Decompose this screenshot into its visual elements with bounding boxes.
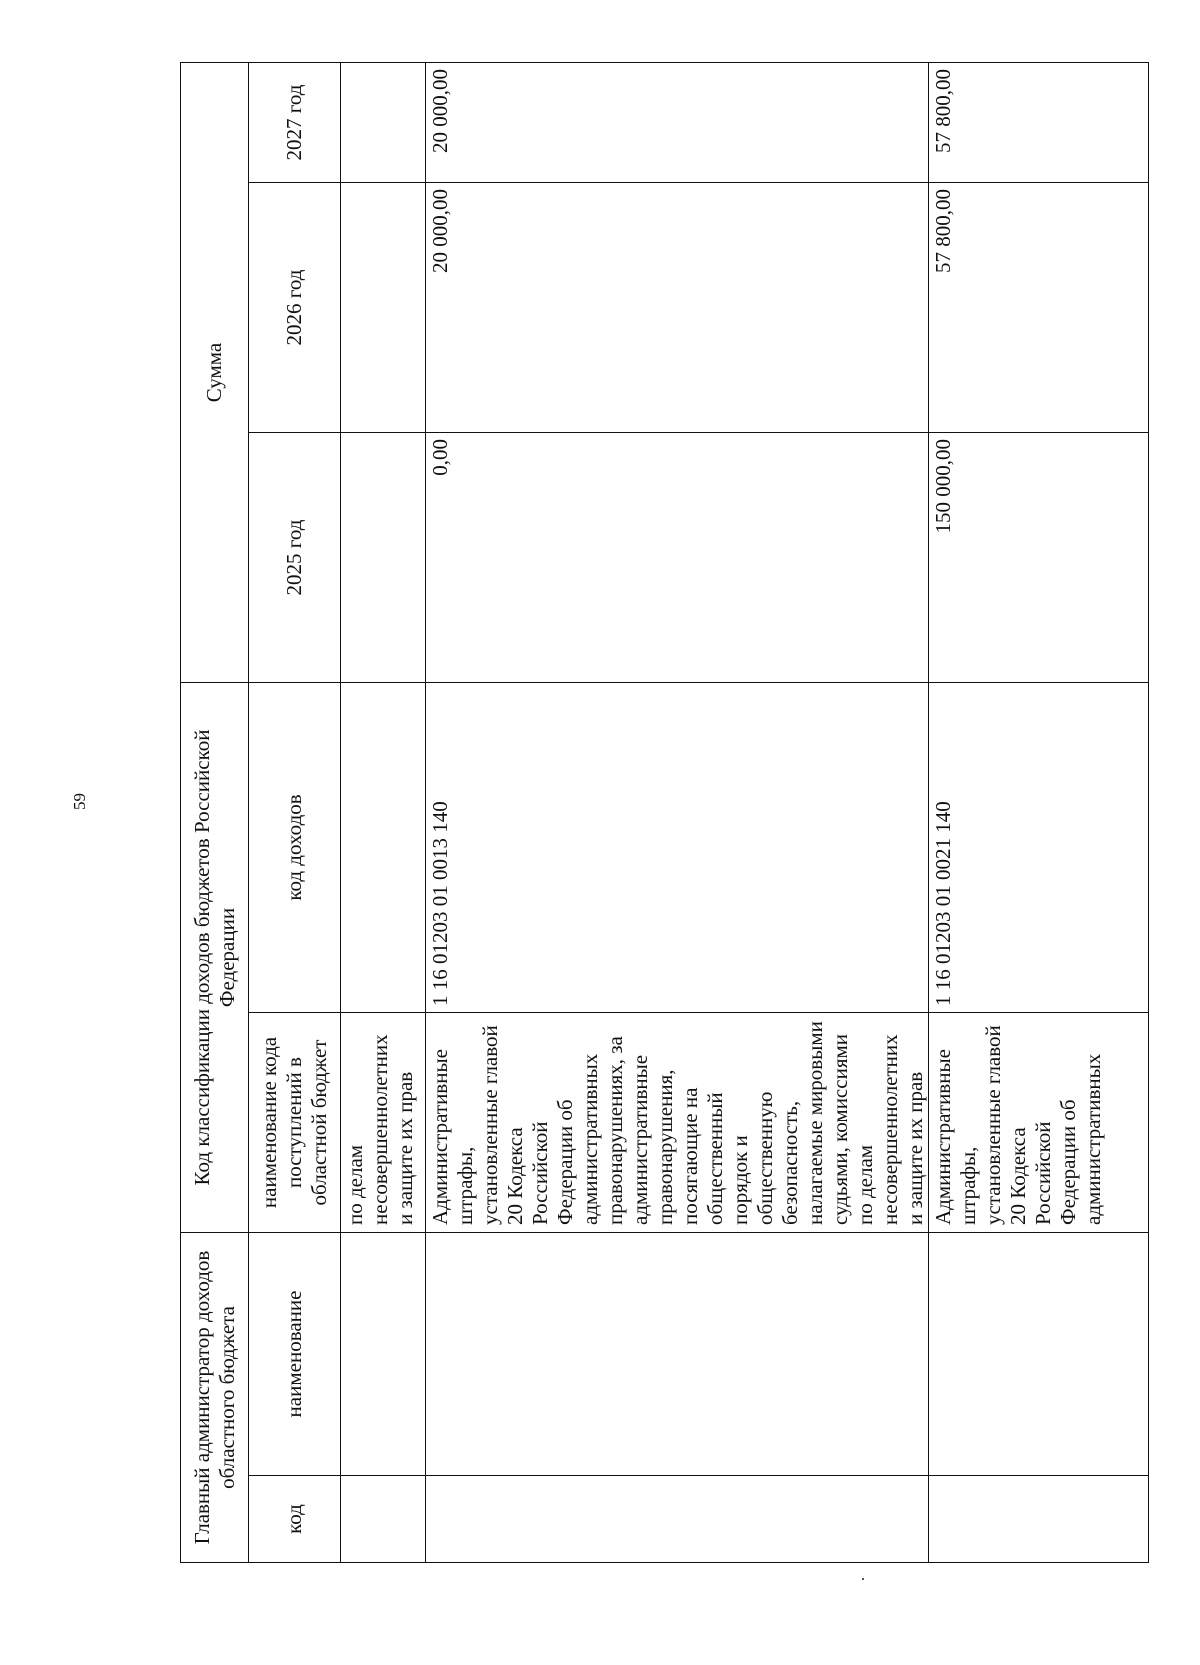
page-number: 59 <box>70 793 89 810</box>
row-income-name: Административные штрафы, установленные главой 20 Кодекса Российской Федерации об административных правонарушениях, за административные правонарушения, посягающие на общественный порядок и общественную безопасность, налагаемые мировыми судьями, комиссиями по делам несовершеннолетних и защите их прав <box>426 1013 929 1233</box>
header-income-name: наименование кода поступлений в областной бюджет <box>249 1013 341 1233</box>
header-code: код <box>249 1476 341 1563</box>
header-2025: 2025 год <box>249 432 341 682</box>
row-name <box>341 1233 426 1476</box>
header-2027: 2027 год <box>249 62 341 182</box>
table-row <box>426 62 929 1562</box>
row-income-code: 1 16 01203 01 0021 140 <box>929 682 1149 1012</box>
row-code <box>426 1476 929 1563</box>
row-name <box>929 1233 1149 1476</box>
row-sum-2027 <box>341 62 426 182</box>
row-sum-2027: 20 000,00 <box>426 62 929 182</box>
row-income-code: 1 16 01203 01 0013 140 <box>426 682 929 1012</box>
header-name: наименование <box>249 1233 341 1476</box>
header-kbk-group: Код классификации доходов бюджетов Российской Федерации <box>181 682 249 1232</box>
row-sum-2026: 57 800,00 <box>929 182 1149 432</box>
table-row <box>341 62 426 1562</box>
row-sum-2025: 150 000,00 <box>929 432 1149 682</box>
header-sum-group: Сумма <box>181 62 249 682</box>
row-sum-2026: 20 000,00 <box>426 182 929 432</box>
row-income-name: Административные штрафы, установленные главой 20 Кодекса Российской Федерации об административных <box>929 1013 1149 1233</box>
row-sum-2025: 0,00 <box>426 432 929 682</box>
header-admin-group: Главный администратор доходов областного бюджета <box>181 1233 249 1563</box>
rotated-table-wrapper <box>180 63 1110 1563</box>
row-code <box>929 1476 1149 1563</box>
row-sum-2027: 57 800,00 <box>929 62 1149 182</box>
header-income-code: код доходов <box>249 682 341 1012</box>
row-name <box>426 1233 929 1476</box>
row-income-code <box>341 682 426 1012</box>
scan-speck <box>862 1578 864 1580</box>
row-code <box>341 1476 426 1563</box>
table-row <box>929 62 1149 1562</box>
row-income-name: по делам несовершеннолетних и защите их прав <box>341 1013 426 1233</box>
row-sum-2025 <box>341 432 426 682</box>
income-table <box>180 62 1149 1563</box>
header-2026: 2026 год <box>249 182 341 432</box>
row-sum-2026 <box>341 182 426 432</box>
